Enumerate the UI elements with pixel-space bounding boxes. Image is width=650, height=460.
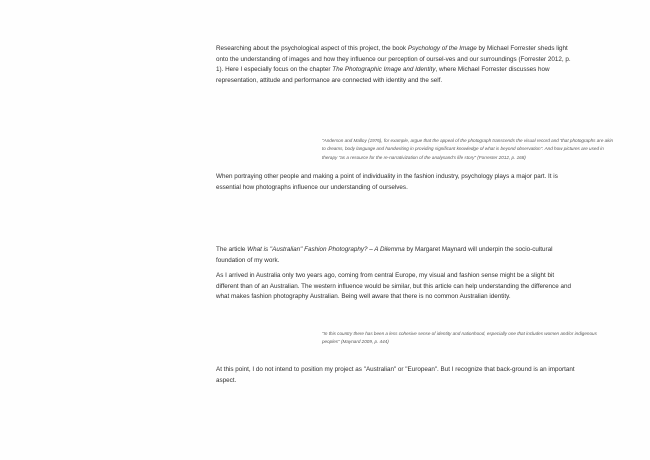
paragraph-text: When portraying other people and making a point of individuality in the fashion industry, psychology plays a major part. It is essential how photographs influence our understanding of ourselves. bbox=[216, 173, 558, 191]
paragraph-text bbox=[216, 245, 576, 266]
book-title: Psychology of the Image bbox=[407, 45, 477, 52]
text-run: by Margaret Maynard will underpin the socio-cultural foundation of my work. bbox=[216, 246, 553, 264]
text-run: Researching about the psychological aspect of this project, the book bbox=[216, 45, 408, 52]
section-maynard-article bbox=[216, 245, 576, 303]
paragraph-arrival: As I arrived in Australia only two years ago, coming from central Europe, my visual and fashion sense might be a slight bit different than of an Australian. The western influence would be similar, but this article can help understanding the difference and what makes fashion photography Australian. Being well aware that there is no common Australian identity. bbox=[216, 272, 571, 301]
paragraph-position bbox=[216, 365, 576, 386]
chapter-title: The Photographic Image and Identity bbox=[332, 66, 436, 74]
article-title: What is "Australian" Fashion Photography? – A Dilemma bbox=[247, 246, 405, 253]
paragraph-psychology-of-image bbox=[216, 44, 576, 86]
text-run: by Michael Forrester sheds light onto the understanding of images and how they influence our perception of oursel-ves and our surroundings (Forrester 2012, p. 1). Here I especially focus on the chapter bbox=[216, 45, 571, 74]
paragraph-text: At this point, I do not intend to position my project as "Australian" or "European". But I recognize that back-ground is an important aspect. bbox=[216, 366, 575, 384]
text-run: , where Michael Forrester discusses how representation, attitude and performance are connected with identity and the self. bbox=[216, 66, 550, 84]
paragraph-text bbox=[216, 44, 576, 86]
text-run: The article bbox=[216, 246, 248, 253]
quote-maynard: "In this country there has been a less cohesive sense of identity and nationhood, especially one that includes women and/or indigenous peoples" (Maynard 2009, p. 444) bbox=[322, 331, 597, 345]
paragraph-fashion-psychology bbox=[216, 172, 576, 193]
quote-anderson-malloy: "Anderson and Malloy (1976), for example, argue that the appeal of the photograph transcends the visual record and 'that photographs are akin to dreams, body language and handwriting in providing significant knowledge of what is beyond observation". And how pictures are used in therapy "as a resource for the re-narrativization of the analysand's life story" (Forrester 2012, p. 168) bbox=[322, 138, 614, 160]
